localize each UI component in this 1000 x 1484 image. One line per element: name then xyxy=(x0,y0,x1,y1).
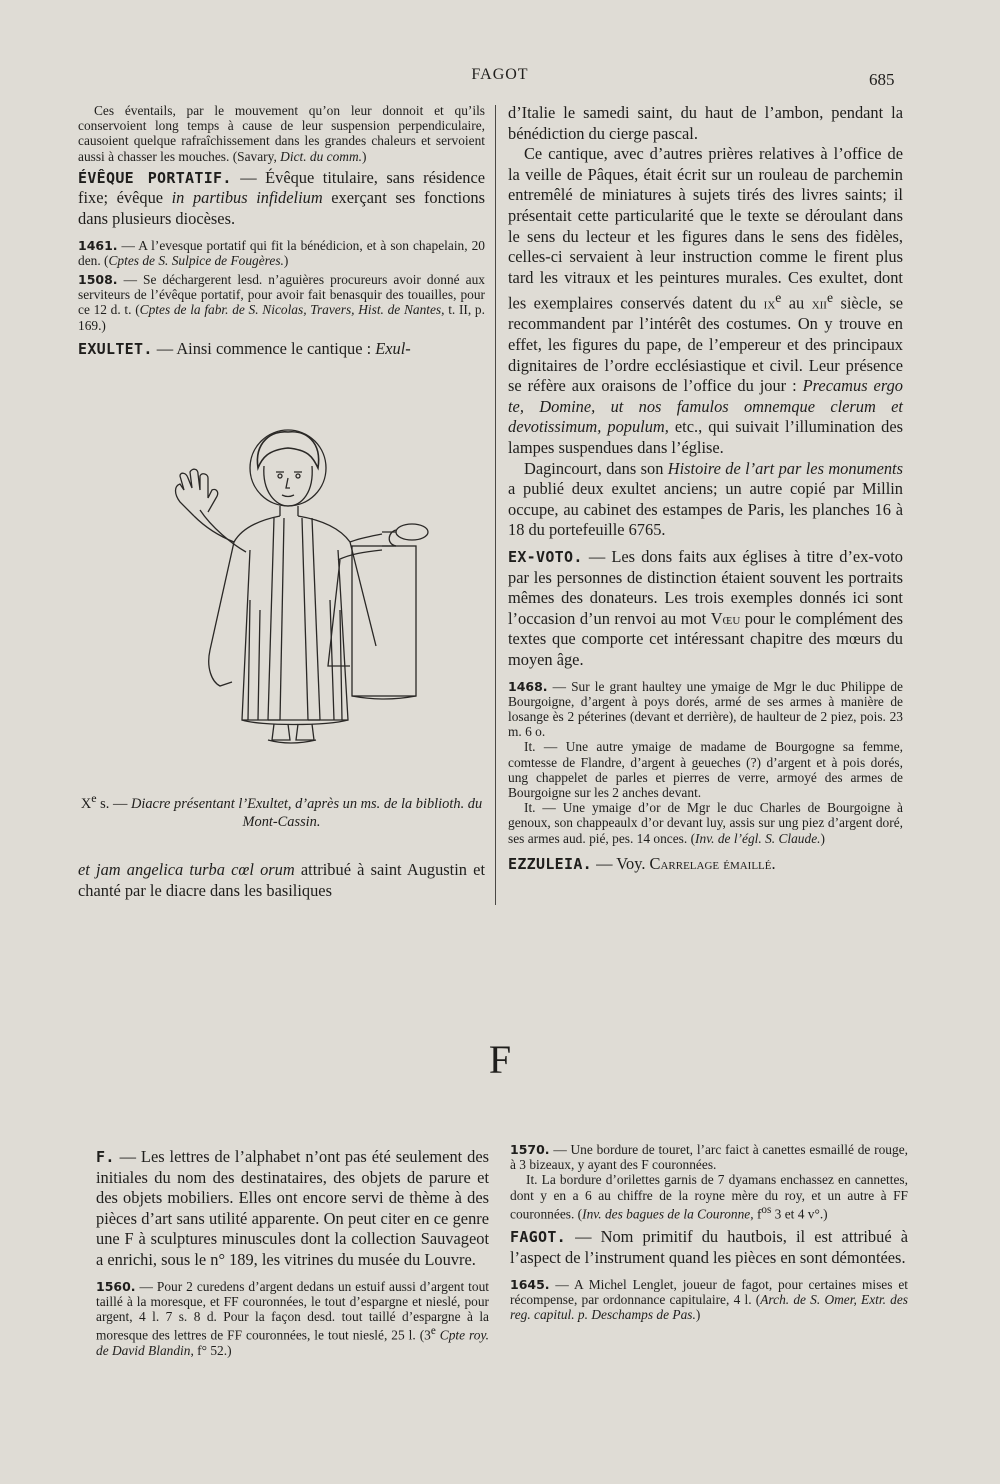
text: pour le complément des textes que comporte cet intéressant chapitre des mœurs du moyen âge. xyxy=(508,608,903,669)
text: — Une bordure de touret, l’arc faict à canettes esmaillé de rouge, à 3 bizeaux, y ayant des F couronnées. xyxy=(510,1142,908,1173)
text: — A l’evesque portatif qui fit la bénédicion, et à son chapelain, 20 den. ( xyxy=(78,237,485,268)
text: Ce cantique, avec d’autres prières relatives à l’office de la veille de Pâques, était écrit sur un rouleau de parchemin entremêlé de miniatures à sujets tirés des livres saints; il présentait cette particularité que le texte se déroulant dans le sens du lecteur et les figures dans le sens des fidèles, celles-ci servaient à leur instruction comme le firent plus tard les vitraux et les peintures murales. Ces exultet, dont les exemplaires conservés datent du xyxy=(508,144,903,313)
text: It. La bordure d’orilettes garnis de 7 dyamans enchassez en cannettes, dont y en a 6 au chiffre de la royne mère du roy, et un autre à FF couronnées. ( xyxy=(510,1172,908,1222)
quote-year: 1468. xyxy=(508,678,548,694)
text: etc., qui suivait l’illumination des lampes suspendues dans l’église. xyxy=(508,417,903,457)
paragraph-eventails xyxy=(78,103,485,164)
text: ) xyxy=(695,1307,701,1323)
entry-eveque-portatif xyxy=(78,168,485,230)
quote-1645 xyxy=(510,1277,908,1323)
left-column-section-f xyxy=(96,1147,489,1358)
sup: e xyxy=(775,290,782,306)
entry-term: EXULTET. xyxy=(78,339,153,358)
text-smallcaps: Carrelage émaillé. xyxy=(649,853,776,873)
text: siècle, se recommandent par l’intérêt des costumes. On y trouve en effet, les figures du pape, de l’empereur et des principaux dignitaires de l’ordre ecclésiastique et civil. Leur présence se réfère aux oraisons de l’office du jour : xyxy=(508,293,903,396)
entry-term: F. xyxy=(96,1148,115,1166)
entry-term: EZZULEIA. xyxy=(508,854,592,873)
text: Ces éventails, par le mouvement qu’on leur donnoit et qu’ils conservoient long temps à cause de leur suspension perpendiculaire, causoient quelque rafraîchissement dans les grandes chaleurs et servoient aussi à chasser les mouches. (Savary, xyxy=(78,103,485,164)
page-number: 685 xyxy=(869,70,895,89)
sup: e xyxy=(826,290,834,306)
text: — Ainsi commence le cantique : xyxy=(152,338,376,358)
entry-ex-voto xyxy=(508,547,903,671)
caption-italic: Diacre présentant l’Exultet, d’après un ms. de la biblioth. du Mont-Cassin. xyxy=(130,795,483,830)
text: — A Michel Lenglet, joueur de fagot, pour certaines mises et récompense, par ordonnance capitulaire, 4 l. ( xyxy=(510,1276,908,1307)
left-column-bottom xyxy=(78,860,485,901)
entry-exultet xyxy=(78,339,485,360)
text: ) xyxy=(820,830,825,846)
quote-1468-item-3 xyxy=(508,800,903,846)
text: ) xyxy=(362,148,367,164)
text: It. — Une ymaige d’or de Mgr le duc Charles de Bourgoigne à genoux, son chappeaulx d’or devant luy, assis sur ung piez d’argent doré, ses armes aud. pié, pes. 14 onces. ( xyxy=(508,800,903,846)
quote-year: 1560. xyxy=(96,1278,136,1294)
sup: e xyxy=(91,791,97,805)
text: 3 et 4 v°.) xyxy=(771,1206,828,1222)
entry-f xyxy=(96,1147,489,1271)
text: , f xyxy=(750,1206,762,1222)
text: — Les lettres de l’alphabet n’ont pas été seulement des initiales du nom des destinataires, des objets de parure et des objets mobiliers. Elles ont encore servi de thème à des pièces d’art sans utilité apparente. On peut citer en ce genre une F à sculptures minuscules dont la collection Sauvageot a enrichi, sous le n° 189, les vitrines du musée du Louvre. xyxy=(96,1147,489,1269)
quote-1468-item-2: It. — Une autre ymaige de madame de Bourgogne sa femme, comtesse de Flandre, d’argent à geueches (?) d’argent et à pois dorés, ung chappelet de parles et pierres de verre, armoyé des armes de Bourgoigne sur les 2 anches devant. xyxy=(508,739,903,800)
text: , t. II, p. 169.) xyxy=(78,302,485,333)
citation: Cptes de la fabr. de S. Nicolas, Travers, Hist. de Nantes xyxy=(139,302,442,318)
running-header-title: FAGOT xyxy=(471,66,529,83)
text: — Sur le grant haultey une ymaige de Mgr le duc Philippe de Bourgoigne, d’argent à poys dorés, armé de ses armes à manière de losange ès 2 péterines (devant et derrière), de haulteur de 2 piez, pois. 23 m. 6 o. xyxy=(508,678,903,740)
text: ) xyxy=(283,252,289,268)
figure-caption xyxy=(78,789,485,831)
citation: Arch. de S. Omer, Extr. des reg. capitul. p. Deschamps de Pas. xyxy=(510,1291,908,1323)
text: , f° 52.) xyxy=(190,1342,232,1358)
quote-year: 1461. xyxy=(78,237,118,253)
quote-1560 xyxy=(96,1279,489,1358)
citation: Inv. de l’égl. S. Claude. xyxy=(695,830,821,846)
text: — Nom primitif du hautbois, il est attribué à l’aspect de l’instrument quand les pièces en sont démontées. xyxy=(510,1227,908,1268)
paragraph-dagincourt xyxy=(508,459,903,541)
text-italic: in partibus infidelium xyxy=(171,188,323,208)
text-smallcaps: Vœu xyxy=(710,608,741,628)
roman-numeral: ix xyxy=(763,293,776,313)
paragraph-exultet-cont xyxy=(78,860,485,901)
citation: Dict. du comm. xyxy=(280,148,362,164)
text: au xyxy=(781,293,812,313)
text-italic: et jam angelica turba cœl orum xyxy=(78,860,295,879)
column-rule xyxy=(495,105,496,905)
quote-1461 xyxy=(78,238,485,268)
entry-ezzuleia xyxy=(508,854,903,875)
text-italic: Exul- xyxy=(375,338,411,358)
sup: e xyxy=(430,1325,436,1338)
text-italic: Precamus ergo te, Domine, ut nos famulos omnemque clerum et devotissimum, populum, xyxy=(508,376,903,437)
right-column-top xyxy=(508,103,903,874)
entry-term: ÉVÊQUE PORTATIF. xyxy=(78,168,232,187)
text: X xyxy=(80,795,92,812)
quote-1570 xyxy=(510,1142,908,1172)
left-column-top xyxy=(78,103,485,359)
paragraph-italie: d’Italie le samedi saint, du haut de l’ambon, pendant la bénédiction du cierge pascal. xyxy=(508,103,903,143)
text: exerçant ses fonctions dans plusieurs diocèses. xyxy=(78,188,485,228)
citation: Cpte roy. de David Blandin xyxy=(96,1327,490,1358)
entry-fagot xyxy=(510,1227,908,1268)
roman-numeral: xii xyxy=(811,293,827,313)
right-column-section-f xyxy=(510,1142,908,1322)
text: attribué à saint Augustin et chanté par le diacre dans les basiliques xyxy=(78,860,486,900)
text: — Pour 2 curedens d’argent dedans un estuif aussi d’argent tout taillé à la moresque, et FF couronnées, le tout d’espargne et nieslé, pour argent, 4 l. 7 s. 8 d. Pour la façon desd. tout taillé d’espargne à la moresque des lettres de FF couronnées, le tout nieslé, 25 l. (3 xyxy=(96,1278,489,1343)
text: — Les dons faits aux églises à titre d’ex-voto par les personnes de distinction étaient souvent les portraits mêmes des donateurs. Les trois exemples donnés ici sont l’occasion d’un renvoi au mot xyxy=(508,546,903,628)
quote-year: 1508. xyxy=(78,272,118,287)
text-italic: Histoire de l’art par les monuments xyxy=(667,458,903,478)
quote-1468 xyxy=(508,679,903,740)
text: — Se déchargerent lesd. n’aguières procureurs avoir donné aux serviteurs de l’évêque portatif, pour avoir fait benasquir des touailles, pour ce 12 d. t. ( xyxy=(78,272,485,318)
text: s. — xyxy=(96,795,131,812)
text: Dagincourt, dans son xyxy=(524,458,668,478)
sup: os xyxy=(761,1203,772,1216)
deacon-illustration xyxy=(150,420,440,770)
quote-year: 1570. xyxy=(510,1142,550,1157)
citation: Cptes de S. Sulpice de Fougères. xyxy=(108,252,284,268)
entry-term: EX-VOTO. xyxy=(508,547,583,566)
paragraph-cantique xyxy=(508,144,903,458)
section-letter: F xyxy=(488,1037,512,1082)
text: — Voy. xyxy=(591,853,650,873)
citation: Inv. des bagues de la Couronne xyxy=(582,1206,751,1222)
text: a publié deux exultet anciens; un autre copié par Millin occupe, au cabinet des estampes de Paris, les planches 16 à 18 du portefeuille 6765. xyxy=(508,479,903,540)
entry-term: FAGOT. xyxy=(510,1228,566,1247)
quote-1570-item-2 xyxy=(510,1172,908,1221)
quote-1508 xyxy=(78,272,485,333)
quote-year: 1645. xyxy=(510,1276,550,1292)
text: — Évêque titulaire, sans résidence fixe; évêque xyxy=(78,167,485,208)
